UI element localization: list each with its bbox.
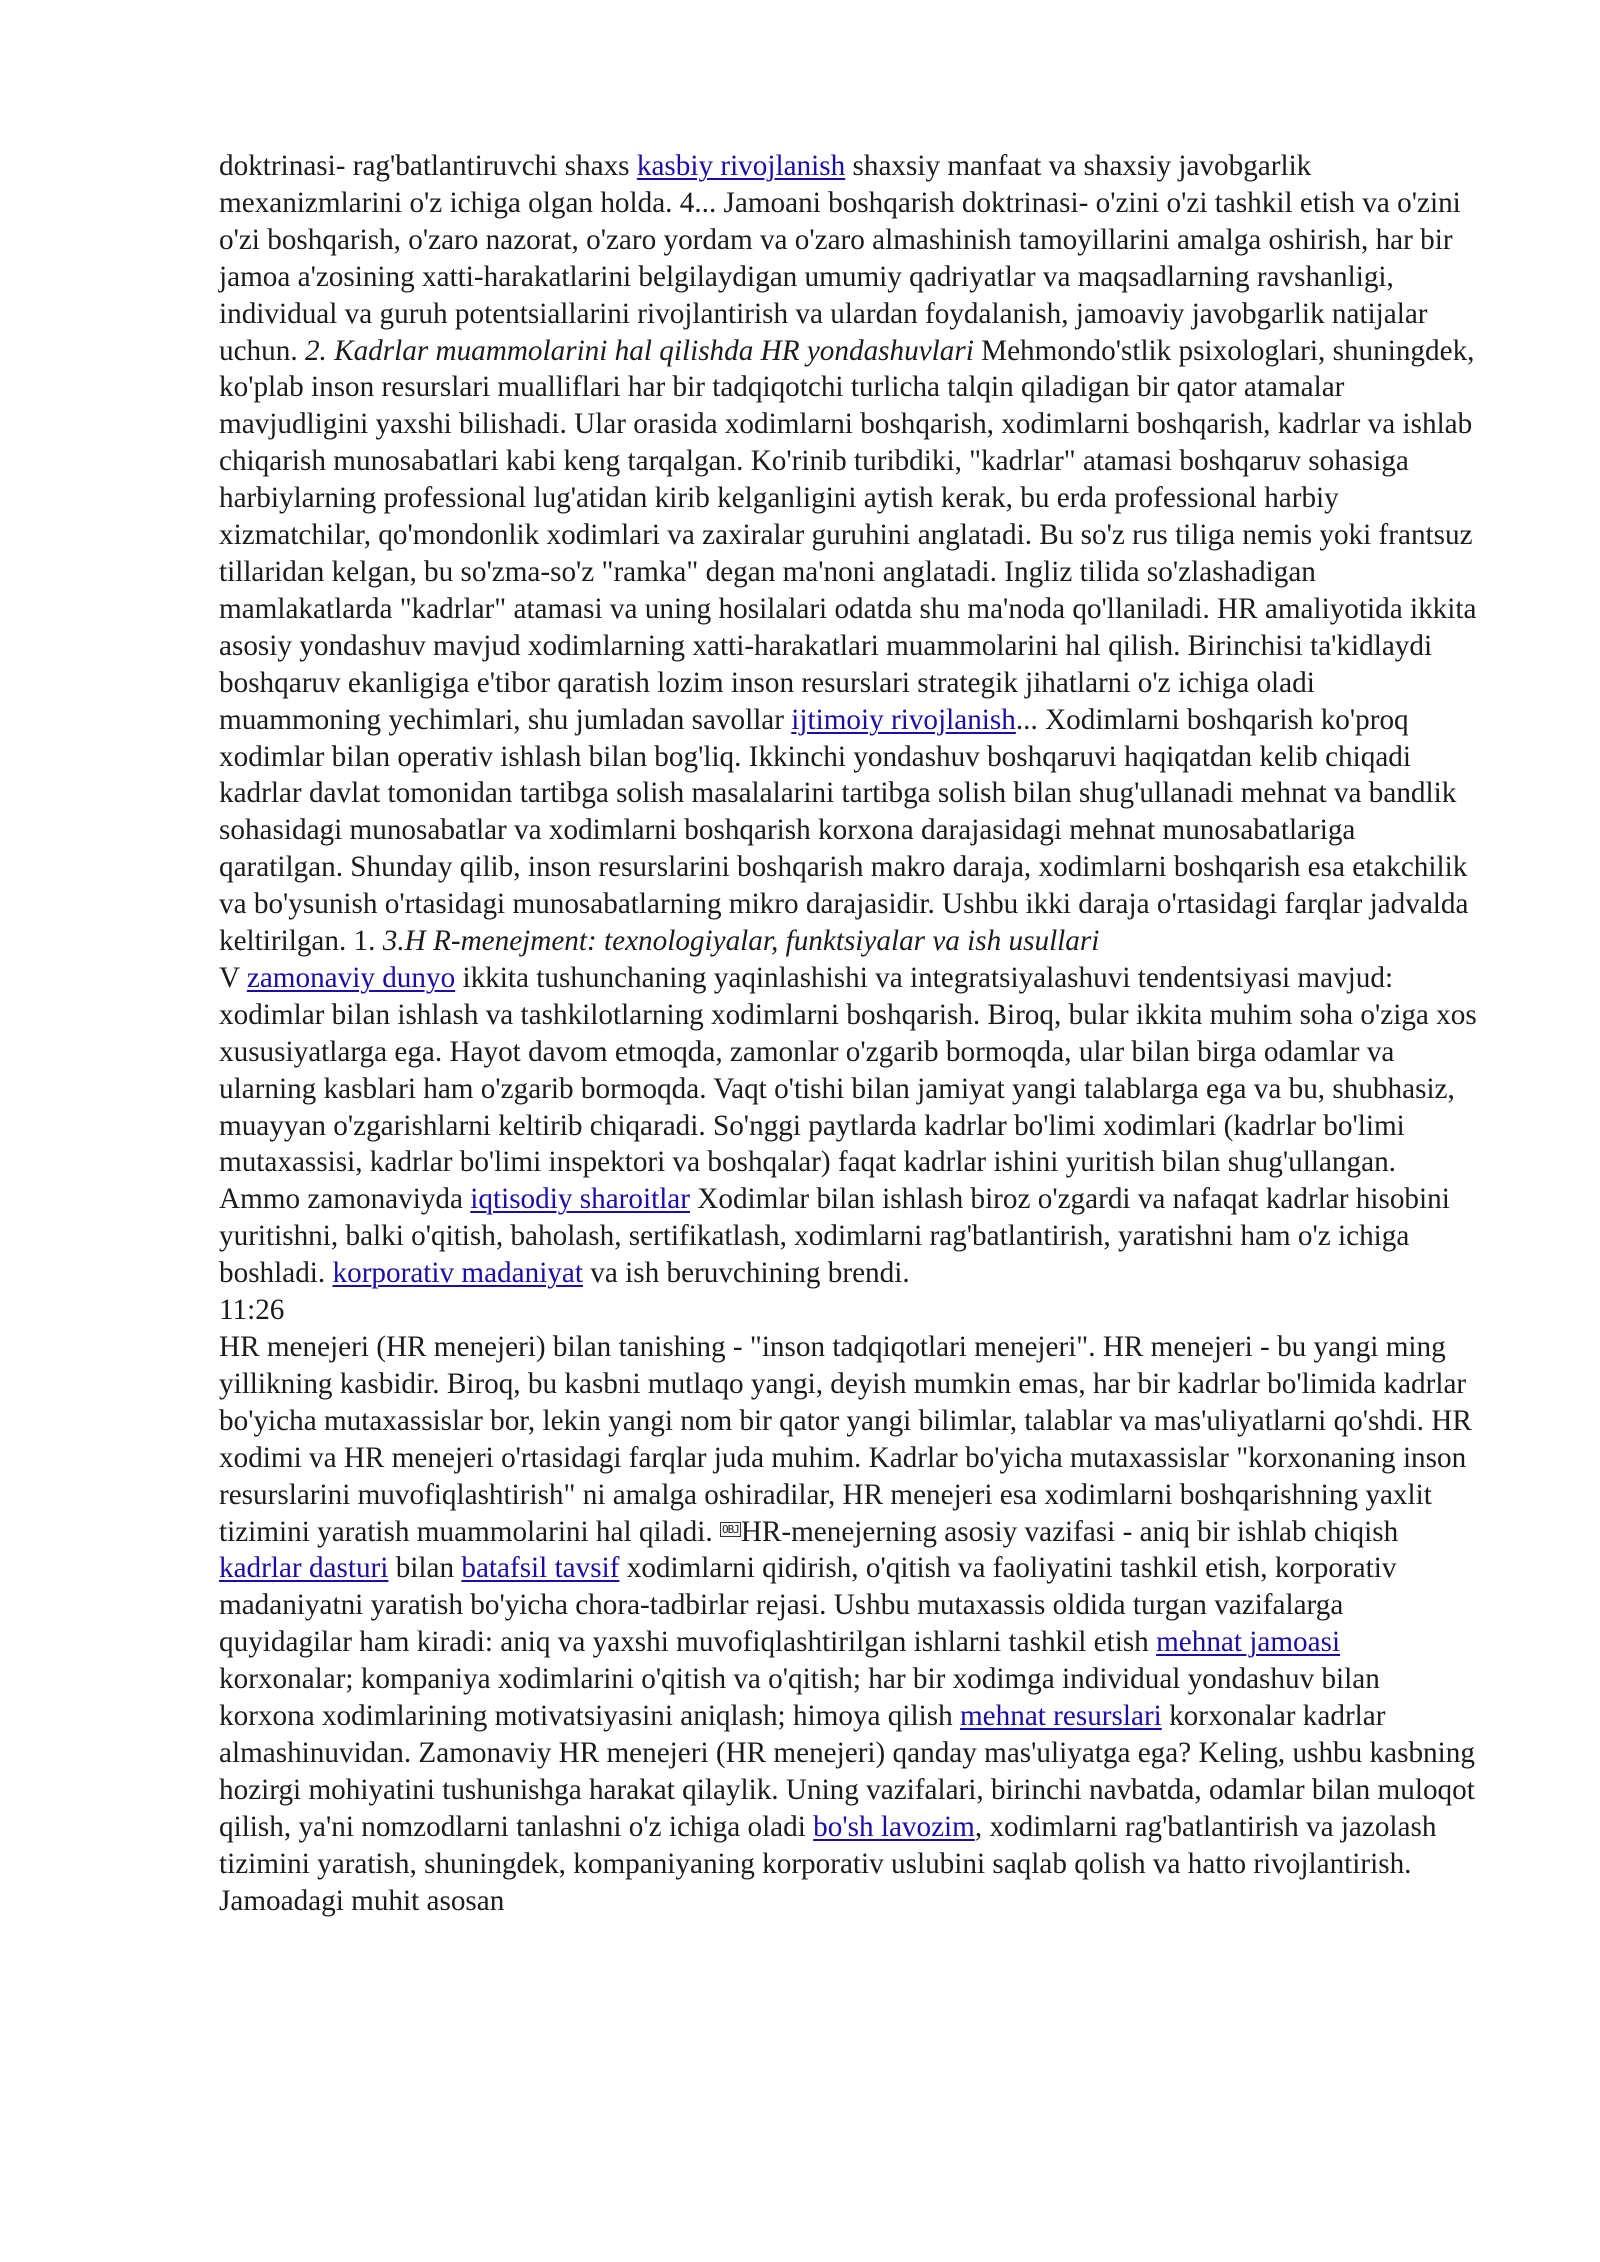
document-page (219, 148, 1481, 1920)
object-placeholder-icon: OBJ (721, 1522, 739, 1536)
link-batafsil-tavsif[interactable]: batafsil tavsif (461, 1552, 620, 1585)
link-bosh-lavozim[interactable]: bo'sh lavozim (813, 1810, 975, 1843)
text-run: ... Xodimlarni boshqarish ko'proq xodimlar bilan operativ ishlash bilan bog'liq. Ikkinchi yondashuv boshqaruvi haqiqatdan kelib chiqadi kadrlar davlat tomonidan tartibga solish masalalarini tartibga solish bilan shug'ullanadi mehnat va bandlik sohasidagi munosabatlar va xodimlarni boshqarish korxona darajasidagi mehnat munosabatlariga qaratilgan. Shunday qilib, inson resurslarini boshqarish makro daraja, xodimlarni boshqarish esa etakchilik va bo'ysunish o'rtasidagi munosabatlarning mikro darajasidir. Ushbu ikki daraja o'rtasidagi farqlar jadvalda keltirilgan. 1. (219, 703, 1469, 958)
text-run: V (219, 961, 247, 994)
text-run: Mehmondo'stlik psixologlari, shuningdek, ko'plab inson resurslari mualliflari har bir tadqiqotchi turlicha talqin qiladigan bir qator atamalar mavjudligini yaxshi bilishadi. Ular orasida xodimlarni boshqarish, xodimlarni boshqarish, kadrlar va ishlab chiqarish munosabatlari kabi keng tarqalgan. Ko'rinib turibdiki, "kadrlar" atamasi boshqaruv sohasiga harbiylarning professional lug'atidan kirib kelganligini aytish kerak, bu erda professional harbiy xizmatchilar, qo'mondonlik xodimlari va zaxiralar guruhini anglatadi. Bu so'z rus tiliga nemis yoki frantsuz tillaridan kelgan, bu so'zma-so'z "ramka" degan ma'noni anglatadi. Ingliz tilida so'zlashadigan mamlakatlarda "kadrlar" atamasi va uning hosilalari odatda shu ma'noda qo'llaniladi. HR amaliyotida ikkita asosiy yondashuv mavjud xodimlarning xatti-harakatlari muammolarini hal qilish. Birinchisi ta'kidlaydi boshqaruv ekanligiga e'tibor qaratish lozim inson resurslari strategik jihatlarni o'z ichiga oladi muammoning yechimlari, shu jumladan savollar (219, 334, 1477, 736)
text-run: Xodimlar bilan ishlash biroz o'zgardi va nafaqat kadrlar hisobini yuritishni, balki o'qitish, baholash, sertifikatlash, xodimlarni rag'batlantirish, yaratishni ham o'z ichiga boshladi. (219, 1183, 1450, 1290)
text-run: bilan (388, 1552, 462, 1585)
text-run: xodimlarni qidirish, o'qitish va faoliyatini tashkil etish, korporativ madaniyatni yaratish bo'yicha chora-tadbirlar rejasi. Ushbu mutaxassis oldida turgan vazifalarga quyidagilar ham kiradi: aniq va yaxshi muvofiqlashtirilgan ishlarni tashkil etish (219, 1552, 1397, 1659)
timestamp: 11:26 (219, 1294, 285, 1327)
paragraph-2 (219, 1329, 1481, 1920)
link-mehnat-resurslari[interactable]: mehnat resurslari (959, 1700, 1162, 1733)
paragraph-1 (219, 148, 1481, 1292)
section-heading-2: 2. Kadrlar muammolarini hal qilishda HR yondashuvlari (304, 334, 974, 367)
text-run: HR-menejerning asosiy vazifasi - aniq bir ishlab chiqish (740, 1515, 1399, 1548)
link-korporativ-madaniyat[interactable]: korporativ madaniyat (332, 1257, 583, 1290)
link-kasbiy-rivojlanish[interactable]: kasbiy rivojlanish (636, 150, 846, 182)
link-ijtimoiy-rivojlanish[interactable]: ijtimoiy rivojlanish (791, 703, 1016, 736)
text-run: doktrinasi- rag'batlantiruvchi shaxs (219, 150, 637, 182)
text-run: ikkita tushunchaning yaqinlashishi va integratsiyalashuvi tendentsiyasi mavjud: xodimlar bilan ishlash va tashkilotlarning xodimlarni boshqarish. Biroq, bular ikkita muhim soha o'ziga xos xususiyatlarga ega. Hayot davom etmoqda, zamonlar o'zgarib bormoqda, ular bilan birga odamlar va ularning kasblari ham o'zgarib bormoqda. Vaqt o'tishi bilan jamiyat yangi talablarga ega va bu, shubhasiz, muayyan o'zgarishlarni keltirib chiqaradi. So'nggi paytlarda kadrlar bo'limi xodimlari (kadrlar bo'limi mutaxassisi, kadrlar bo'limi inspektori va boshqalar) faqat kadrlar ishini yuritish bilan shug'ullangan. Ammo zamonaviyda (219, 961, 1477, 1216)
text-run: , xodimlarni rag'batlantirish va jazolash tizimini yaratish, shuningdek, kompaniyaning korporativ uslubini saqlab qolish va hatto rivojlantirish. Jamoadagi muhit asosan (219, 1810, 1437, 1917)
text-run: va ish beruvchining brendi. (582, 1257, 910, 1290)
text-run: korxonalar; kompaniya xodimlarini o'qitish va o'qitish; har bir xodimga individual yondashuv bilan korxona xodimlarining motivatsiyasini aniqlash; himoya qilish (219, 1663, 1380, 1733)
text-run: HR menejeri (HR menejeri) bilan tanishing - "inson tadqiqotlari menejeri". HR menejeri - bu yangi ming yillikning kasbidir. Biroq, bu kasbni mutlaqo yangi, deyish mumkin emas, har bir kadrlar bo'limida kadrlar bo'yicha mutaxassislar bor, lekin yangi nom bir qator yangi bilimlar, talablar va mas'uliyatlarni qo'shdi. HR xodimi va HR menejeri o'rtasidagi farqlar juda muhim. Kadrlar bo'yicha mutaxassislar "korxonaning inson resurslarini muvofiqlashtirish" ni amalga oshiradilar, HR menejeri esa xodimlarni boshqarishning yaxlit tizimini yaratish muammolarini hal qiladi. (219, 1331, 1472, 1548)
text-run: korxonalar kadrlar almashinuvidan. Zamonaviy HR menejeri (HR menejeri) qanday mas'uliyatga ega? Keling, ushbu kasbning hozirgi mohiyatini tushunishga harakat qilaylik. Uning vazifalari, birinchi navbatda, odamlar bilan muloqot qilish, ya'ni nomzodlarni tanlashni o'z ichiga oladi (219, 1700, 1475, 1843)
text-run: shaxsiy manfaat va shaxsiy javobgarlik mexanizmlarini o'z ichiga olgan holda. 4... Jamoani boshqarish doktrinasi- o'zini o'zi tashkil etish va o'zini o'zi boshqarish, o'zaro nazorat, o'zaro yordam va o'zaro almashinish tamoyillarini amalga oshirish, har bir jamoa a'zosining xatti-harakatlarini belgilaydigan umumiy qadriyatlar va maqsadlarning ravshanligi, individual va guruh potentsiallarini rivojlantirish va ulardan foydalanish, jamoaviy javobgarlik natijalar uchun. (219, 150, 1461, 367)
link-zamonaviy-dunyo[interactable]: zamonaviy dunyo (246, 961, 456, 994)
link-kadrlar-dasturi[interactable]: kadrlar dasturi (219, 1552, 389, 1585)
section-heading-3: 3.H R-menejment: texnologiyalar, funktsiyalar va ish usullari (382, 925, 1100, 958)
link-mehnat-jamoasi[interactable]: mehnat jamoasi (1156, 1626, 1341, 1659)
link-iqtisodiy-sharoitlar[interactable]: iqtisodiy sharoitlar (470, 1183, 690, 1216)
